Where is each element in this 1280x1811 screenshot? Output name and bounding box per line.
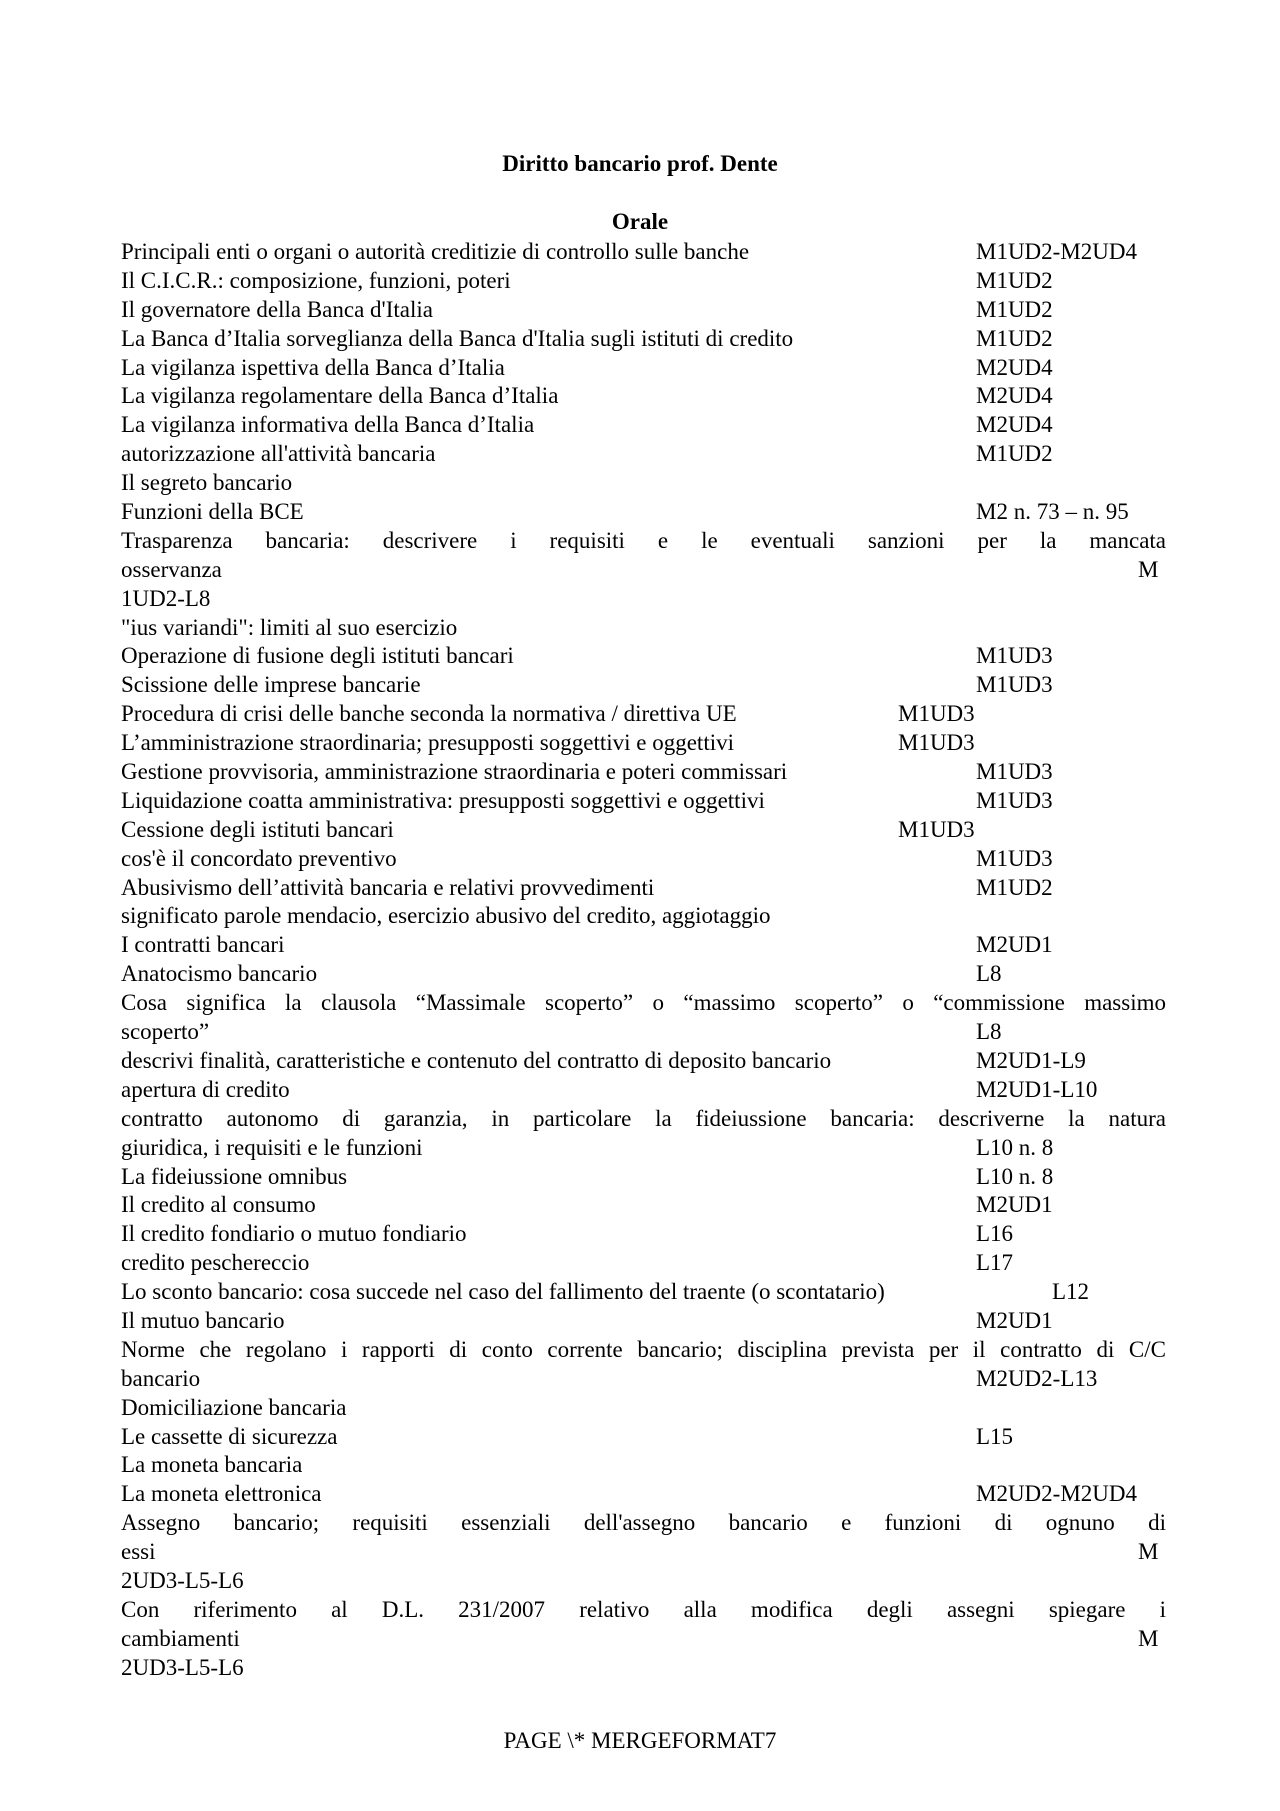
topic-line bbox=[121, 1191, 1166, 1220]
topic-text: La fideiussione omnibus bbox=[121, 1163, 348, 1189]
topic-text: cambiamenti bbox=[121, 1625, 240, 1651]
topic-text: La moneta elettronica bbox=[121, 1481, 322, 1507]
topic-code: L15 bbox=[976, 1423, 1014, 1449]
document-title: Diritto bancario prof. Dente bbox=[502, 151, 778, 176]
topic-line bbox=[121, 874, 1166, 903]
topic-code: M1UD3 bbox=[976, 759, 1053, 785]
topic-code: M1UD3 bbox=[976, 672, 1053, 698]
topic-line bbox=[121, 411, 1166, 440]
topic-line bbox=[121, 1076, 1166, 1105]
topic-code: L8 bbox=[976, 1019, 1002, 1045]
topic-text: Anatocismo bancario bbox=[121, 961, 318, 987]
topic-text: Cessione degli istituti bancari bbox=[121, 816, 394, 842]
topic-text: scoperto” bbox=[121, 1019, 210, 1045]
topic-line bbox=[121, 1538, 1166, 1567]
topic-code: M1UD2 bbox=[976, 325, 1053, 351]
topic-text: cos'è il concordato preventivo bbox=[121, 845, 397, 871]
topic-line bbox=[121, 1451, 1166, 1480]
topic-text: Lo sconto bancario: cosa succede nel caso del fallimento del traente (o scontatario) bbox=[121, 1279, 885, 1305]
topic-line bbox=[121, 1480, 1166, 1509]
topic-line bbox=[121, 585, 1166, 614]
topic-code: L10 n. 8 bbox=[976, 1163, 1054, 1189]
topic-text: 1UD2-L8 bbox=[121, 585, 211, 611]
topic-text: Procedura di crisi delle banche seconda la normativa / direttiva UE bbox=[121, 701, 737, 727]
topic-line bbox=[121, 902, 1166, 931]
topic-text: Domiciliazione bancaria bbox=[121, 1394, 347, 1420]
topic-line bbox=[121, 296, 1166, 325]
topic-code: M1UD2-M2UD4 bbox=[976, 239, 1137, 264]
topic-code: M2UD1 bbox=[976, 1307, 1053, 1333]
topic-code: M2UD4 bbox=[976, 412, 1053, 438]
topic-text: Norme che regolano i rapporti di conto corrente bancario; disciplina prevista per il contratto di C/C bbox=[121, 1336, 1166, 1362]
topic-text: Il segreto bancario bbox=[121, 470, 293, 496]
topic-text: essi bbox=[121, 1539, 156, 1565]
topic-text: credito peschereccio bbox=[121, 1250, 310, 1276]
topic-text: "ius variandi": limiti al suo esercizio bbox=[121, 614, 458, 640]
topic-line bbox=[121, 1567, 1166, 1596]
topic-line bbox=[121, 1336, 1166, 1365]
topic-code: M1UD3 bbox=[898, 816, 975, 842]
topic-code: M1UD2 bbox=[976, 441, 1053, 467]
topic-line bbox=[121, 1018, 1166, 1047]
topic-line bbox=[121, 238, 1166, 267]
topic-line bbox=[121, 267, 1166, 296]
topic-text: Con riferimento al D.L. 231/2007 relativo alla modifica degli assegni spiegare i bbox=[121, 1596, 1166, 1622]
topic-text: descrivi finalità, caratteristiche e contenuto del contratto di deposito bancario bbox=[121, 1047, 832, 1073]
topic-line bbox=[121, 758, 1166, 787]
topic-text: significato parole mendacio, esercizio abusivo del credito, aggiotaggio bbox=[121, 903, 771, 929]
topic-line bbox=[121, 382, 1166, 411]
topic-code: M2UD1 bbox=[976, 1192, 1053, 1218]
topic-text: La vigilanza informativa della Banca d’Italia bbox=[121, 412, 535, 438]
topic-text: La vigilanza ispettiva della Banca d’Italia bbox=[121, 354, 505, 380]
topic-text: Assegno bancario; requisiti essenziali dell'assegno bancario e funzioni di ognuno di bbox=[121, 1510, 1166, 1536]
topic-code: M1UD3 bbox=[976, 643, 1053, 669]
topic-line bbox=[121, 931, 1166, 960]
topic-line bbox=[121, 1307, 1166, 1336]
topic-line bbox=[121, 989, 1166, 1018]
topic-line bbox=[121, 845, 1166, 874]
topic-code: L10 n. 8 bbox=[976, 1134, 1054, 1160]
topic-text: giuridica, i requisiti e le funzioni bbox=[121, 1134, 423, 1160]
topic-line bbox=[121, 1163, 1166, 1192]
topic-line bbox=[121, 498, 1166, 527]
topic-text: Principali enti o organi o autorità creditizie di controllo sulle banche bbox=[121, 239, 750, 264]
topic-code: M2UD4 bbox=[976, 354, 1053, 380]
topic-text: Abusivismo dell’attività bancaria e relativi provvedimenti bbox=[121, 874, 655, 900]
topic-line bbox=[121, 556, 1166, 585]
topic-text: Operazione di fusione degli istituti bancari bbox=[121, 643, 514, 669]
topic-line bbox=[121, 1423, 1166, 1452]
topic-text: Il credito al consumo bbox=[121, 1192, 316, 1218]
topic-text: Gestione provvisoria, amministrazione straordinaria e poteri commissari bbox=[121, 759, 788, 785]
topic-text: bancario bbox=[121, 1365, 201, 1391]
topic-text: Il mutuo bancario bbox=[121, 1307, 285, 1333]
topic-code: M2UD1-L9 bbox=[976, 1047, 1086, 1073]
topic-text: Scissione delle imprese bancarie bbox=[121, 672, 421, 698]
topic-line bbox=[121, 1365, 1166, 1394]
page-footer: PAGE \* MERGEFORMAT7 bbox=[503, 1728, 777, 1753]
topic-line bbox=[121, 1278, 1166, 1307]
topic-text: I contratti bancari bbox=[121, 932, 285, 958]
topic-text: osservanza bbox=[121, 556, 222, 582]
topic-line bbox=[121, 1047, 1166, 1076]
topic-line bbox=[121, 1509, 1166, 1538]
topic-code: M1UD3 bbox=[898, 730, 975, 756]
topic-code: M1UD3 bbox=[976, 845, 1053, 871]
section-heading: Orale bbox=[611, 209, 669, 234]
topic-code: L17 bbox=[976, 1250, 1014, 1276]
topic-line bbox=[121, 354, 1166, 383]
topic-code: M2 n. 73 – n. 95 bbox=[976, 499, 1129, 525]
topic-text: Il governatore della Banca d'Italia bbox=[121, 296, 433, 322]
topic-line bbox=[121, 1220, 1166, 1249]
topic-line bbox=[121, 787, 1166, 816]
topic-text: 2UD3-L5-L6 bbox=[121, 1567, 244, 1593]
topic-code: M2UD4 bbox=[976, 383, 1053, 409]
topic-line bbox=[121, 816, 1166, 845]
topic-code: M bbox=[1138, 556, 1159, 582]
topic-code: M2UD2-M2UD4 bbox=[976, 1481, 1137, 1507]
topic-text: Liquidazione coatta amministrativa: presupposti soggettivi e oggettivi bbox=[121, 787, 765, 813]
topic-text: 2UD3-L5-L6 bbox=[121, 1654, 244, 1680]
topic-code: L8 bbox=[976, 961, 1002, 987]
topic-line bbox=[121, 1654, 1166, 1683]
topic-code: M2UD1-L10 bbox=[976, 1076, 1098, 1102]
topic-text: Il credito fondiario o mutuo fondiario bbox=[121, 1221, 467, 1247]
topic-line bbox=[121, 1394, 1166, 1423]
topic-text: Le cassette di sicurezza bbox=[121, 1423, 338, 1449]
topic-line bbox=[121, 1105, 1166, 1134]
topic-code: M1UD2 bbox=[976, 267, 1053, 293]
topic-text: La Banca d’Italia sorveglianza della Banca d'Italia sugli istituti di credito bbox=[121, 325, 794, 351]
topic-list bbox=[121, 238, 1166, 1683]
topic-line bbox=[121, 700, 1166, 729]
topic-code: M bbox=[1138, 1625, 1159, 1651]
topic-text: Il C.I.C.R.: composizione, funzioni, poteri bbox=[121, 267, 511, 293]
topic-code: M1UD2 bbox=[976, 874, 1053, 900]
topic-text: contratto autonomo di garanzia, in particolare la fideiussione bancaria: descriverne la natura bbox=[121, 1105, 1166, 1131]
topic-line bbox=[121, 1249, 1166, 1278]
topic-line bbox=[121, 325, 1166, 354]
topic-code: M1UD3 bbox=[976, 787, 1053, 813]
topic-line bbox=[121, 614, 1166, 643]
topic-text: La moneta bancaria bbox=[121, 1452, 303, 1478]
topic-text: Funzioni della BCE bbox=[121, 499, 304, 525]
topic-line bbox=[121, 1596, 1166, 1625]
topic-code: M1UD2 bbox=[976, 296, 1053, 322]
topic-text: apertura di credito bbox=[121, 1076, 290, 1102]
topic-code: M2UD2-L13 bbox=[976, 1365, 1098, 1391]
topic-code: M bbox=[1138, 1539, 1159, 1565]
topic-line bbox=[121, 642, 1166, 671]
topic-text: autorizzazione all'attività bancaria bbox=[121, 441, 436, 467]
topic-code: M1UD3 bbox=[898, 701, 975, 727]
topic-text: L’amministrazione straordinaria; presupposti soggettivi e oggettivi bbox=[121, 730, 734, 756]
topic-code: L12 bbox=[1052, 1279, 1090, 1305]
topic-code: L16 bbox=[976, 1221, 1014, 1247]
topic-line bbox=[121, 960, 1166, 989]
topic-line bbox=[121, 440, 1166, 469]
topic-code: M2UD1 bbox=[976, 932, 1053, 958]
topic-line bbox=[121, 527, 1166, 556]
topic-line bbox=[121, 1625, 1166, 1654]
topic-text: La vigilanza regolamentare della Banca d’Italia bbox=[121, 383, 559, 409]
topic-line bbox=[121, 469, 1166, 498]
topic-text: Cosa significa la clausola “Massimale scoperto” o “massimo scoperto” o “commissione massimo bbox=[121, 990, 1166, 1016]
topic-text: Trasparenza bancaria: descrivere i requisiti e le eventuali sanzioni per la mancata bbox=[121, 527, 1166, 553]
topic-line bbox=[121, 671, 1166, 700]
topic-line bbox=[121, 729, 1166, 758]
topic-line bbox=[121, 1134, 1166, 1163]
